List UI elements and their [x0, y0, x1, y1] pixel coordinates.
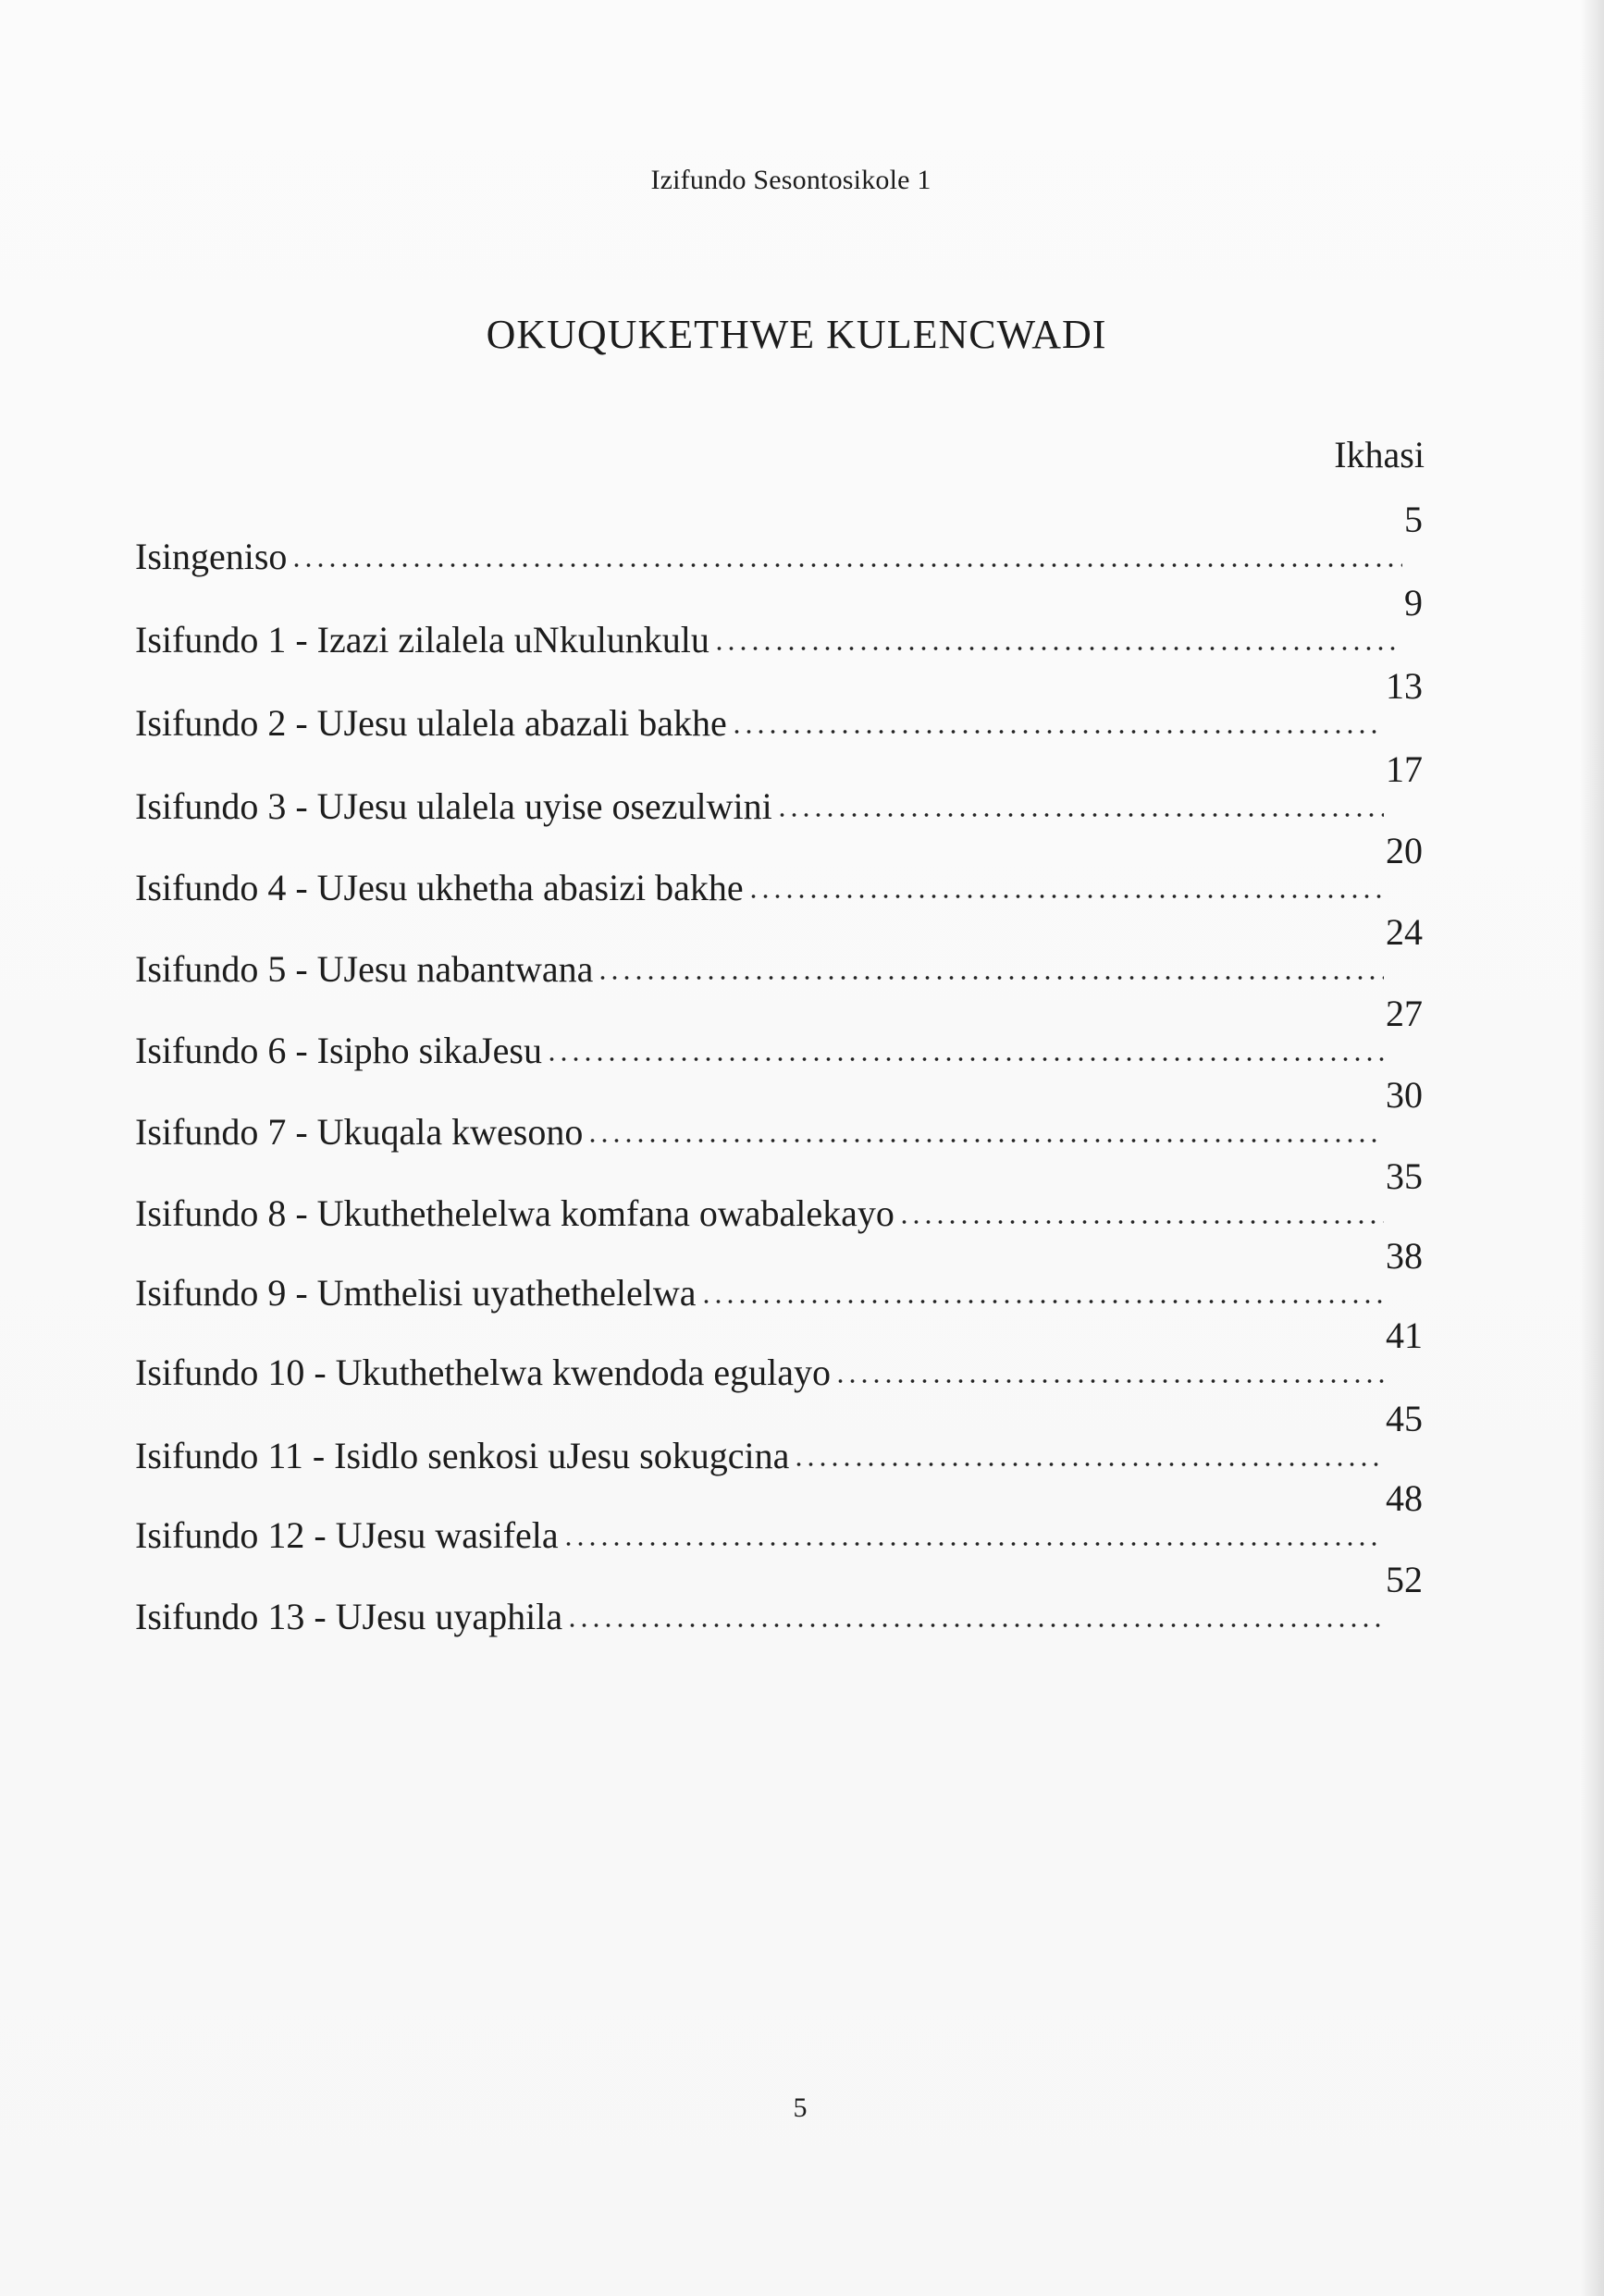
toc-entry-page: 35 — [1386, 1155, 1423, 1197]
toc-entry-lesson-4 — [135, 830, 1423, 908]
toc-leader-dots — [731, 729, 1384, 734]
page-number: 5 — [793, 2092, 808, 2123]
toc-entry-page: 13 — [1386, 665, 1423, 707]
toc-entry-lesson-7 — [135, 1074, 1423, 1153]
toc-entry-label: Isifundo 8 - Ukuthethelelwa komfana owabalekayo — [135, 1192, 895, 1234]
toc-entry-lesson-5 — [135, 911, 1423, 990]
toc-entry-label: Isingeniso — [135, 536, 288, 577]
toc-entry-lesson-6 — [135, 993, 1423, 1071]
toc-entry-label: Isifundo 4 - UJesu ukhetha abasizi bakhe — [135, 867, 744, 908]
toc-entry-lesson-13 — [135, 1559, 1423, 1637]
toc-entry-page: 17 — [1386, 748, 1423, 790]
toc-entry-page: 45 — [1386, 1398, 1423, 1439]
toc-entry-page: 41 — [1386, 1315, 1423, 1356]
toc-entry-label: Isifundo 9 - Umthelisi uyathethelelwa — [135, 1272, 697, 1314]
toc-entry-label: Isifundo 5 - UJesu nabantwana — [135, 948, 594, 990]
toc-leader-dots — [834, 1378, 1384, 1384]
toc-leader-dots — [713, 646, 1402, 651]
toc-entry-page: 38 — [1386, 1235, 1423, 1277]
table-of-contents — [135, 0, 1423, 2296]
toc-entry-label: Isifundo 11 - Isidlo senkosi uJesu sokugcina — [135, 1435, 790, 1476]
toc-entry-page: 30 — [1386, 1074, 1423, 1116]
toc-entry-label: Isifundo 10 - Ukuthethelwa kwendoda egulayo — [135, 1352, 832, 1393]
toc-leader-dots — [586, 1138, 1384, 1143]
toc-entry-lesson-10 — [135, 1315, 1423, 1393]
toc-entry-page: 48 — [1386, 1477, 1423, 1519]
toc-entry-lesson-11 — [135, 1398, 1423, 1476]
toc-entry-label: Isifundo 7 - Ukuqala kwesono — [135, 1111, 584, 1153]
toc-entry-label: Isifundo 13 - UJesu uyaphila — [135, 1596, 563, 1637]
toc-entry-lesson-12 — [135, 1477, 1423, 1556]
toc-leader-dots — [793, 1462, 1384, 1467]
toc-entry-introduction — [135, 499, 1423, 577]
toc-entry-lesson-3 — [135, 748, 1423, 827]
toc-entry-label: Isifundo 1 - Izazi zilalela uNkulunkulu — [135, 619, 709, 660]
toc-leader-dots — [597, 975, 1384, 981]
toc-entry-page: 20 — [1386, 830, 1423, 871]
toc-entry-page: 52 — [1386, 1559, 1423, 1600]
page-column-label: Ikhasi — [1334, 434, 1425, 475]
toc-entry-lesson-9 — [135, 1235, 1423, 1314]
toc-entry-lesson-8 — [135, 1155, 1423, 1234]
toc-leader-dots — [546, 1056, 1384, 1062]
toc-leader-dots — [562, 1541, 1384, 1547]
toc-entry-page: 27 — [1386, 993, 1423, 1034]
toc-entry-label: Isifundo 12 - UJesu wasifela — [135, 1514, 559, 1556]
toc-entry-label: Isifundo 3 - UJesu ulalela uyise osezulwini — [135, 785, 772, 827]
toc-entry-lesson-1 — [135, 582, 1423, 660]
running-header: Izifundo Sesontosikole 1 — [650, 165, 932, 195]
toc-entry-label: Isifundo 6 - Isipho sikaJesu — [135, 1030, 542, 1071]
toc-title: OKUQUKETHWE KULENCWADI — [486, 312, 1107, 357]
toc-entry-page: 9 — [1404, 582, 1423, 623]
toc-entry-page: 24 — [1386, 911, 1423, 953]
toc-leader-dots — [566, 1623, 1384, 1628]
toc-leader-dots — [776, 812, 1384, 818]
toc-leader-dots — [747, 894, 1384, 899]
toc-leader-dots — [290, 562, 1402, 568]
toc-entry-page: 5 — [1404, 499, 1423, 540]
toc-entry-label: Isifundo 2 - UJesu ulalela abazali bakhe — [135, 702, 727, 744]
toc-entry-lesson-2 — [135, 665, 1423, 744]
toc-leader-dots — [700, 1299, 1384, 1304]
toc-leader-dots — [898, 1219, 1384, 1225]
